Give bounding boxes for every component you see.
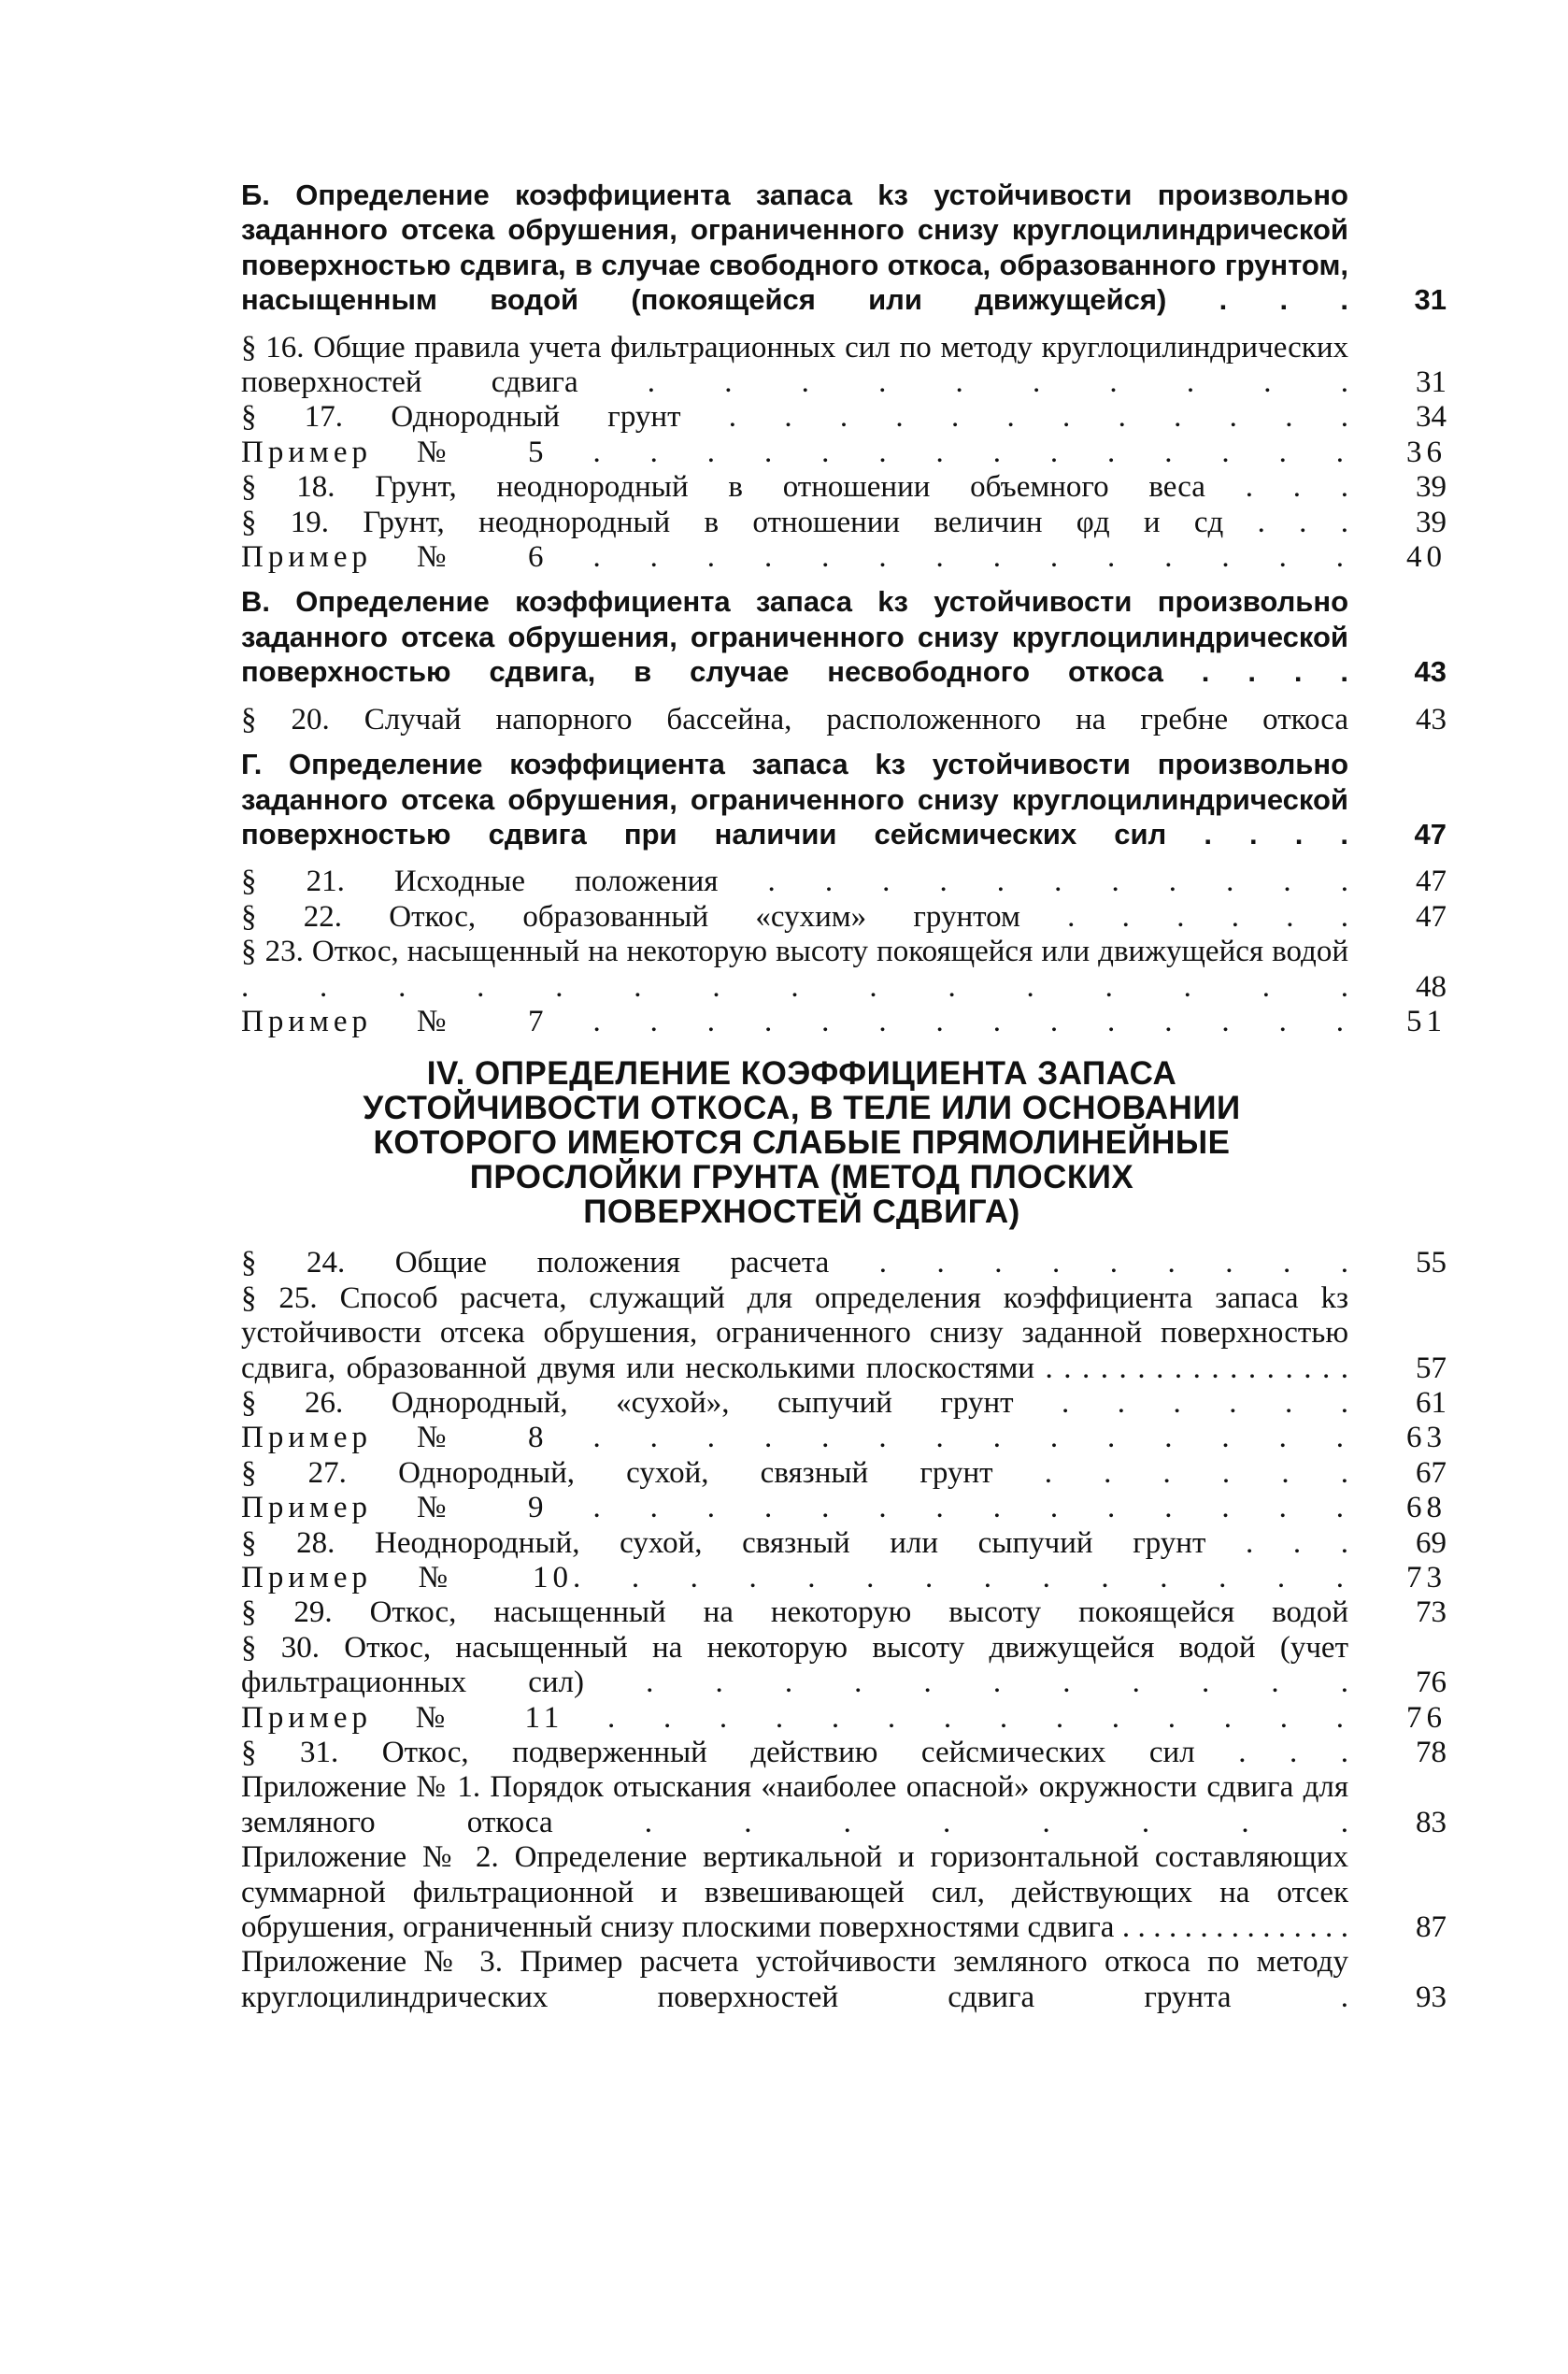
toc-entry-page: 55	[1416, 1246, 1447, 1280]
toc-entry	[241, 1005, 1447, 1039]
toc-entry	[241, 1386, 1447, 1421]
toc-entry-text: Приложение № 1. Порядок отыскания «наиболее опасной» окружности сдвига для земляного откоса . . . . . . . .	[241, 1770, 1348, 1839]
toc-entry-text: Пример № 5 . . . . . . . . . . . . . .	[241, 435, 1348, 469]
toc-entry	[241, 1840, 1447, 1945]
toc-entry-page: 87	[1416, 1910, 1447, 1945]
toc-entry-page: 76	[1406, 1700, 1447, 1735]
toc-entry-page: 34	[1416, 400, 1447, 435]
section-b-page: 31	[1414, 283, 1447, 317]
toc-entry-text: § 27. Однородный, сухой, связный грунт . . . . . .	[241, 1455, 1348, 1490]
section-b-title: Б. Определение коэффициента запаса kз устойчивости произвольно заданного отсека обрушения, ограниченного снизу круглоцилиндрической поверхностью сдвига, в случае свободного откоса, образованного грунтом, насыщенным водой (покоящейся или движущейся) . . .	[241, 179, 1348, 317]
toc-entry	[241, 1281, 1447, 1386]
toc-entry-text: § 23. Откос, насыщенный на некоторую высоту покоящейся или движущейся водой . . . . . . . . . . . . . . .	[241, 935, 1348, 1004]
toc-entry	[241, 1421, 1447, 1455]
toc-entry-page: 47	[1416, 865, 1447, 899]
toc-entry	[241, 1526, 1447, 1561]
toc-entry-text: Пример № 11 . . . . . . . . . . . . . .	[241, 1700, 1348, 1735]
toc-entry-text: Приложение № 3. Пример расчета устойчивости земляного откоса по методу круглоцилиндрических поверхностей сдвига грунта .	[241, 1945, 1348, 2014]
toc-entry	[241, 1456, 1447, 1491]
toc-entry-page: 63	[1406, 1421, 1447, 1455]
toc-entry-text: Приложение № 2. Определение вертикальной и горизонтальной составляющих суммарной фильтрационной и взвешивающей сил, действующих на отсек обрушения, ограниченный снизу плоскими поверхностями сдвига . . . . . . . . . . . . . . .	[241, 1840, 1348, 1945]
chapter-heading-line: ПОВЕРХНОСТЕЙ СДВИГА)	[583, 1194, 1020, 1231]
toc-entry-page: 73	[1406, 1561, 1447, 1595]
toc-entry	[241, 900, 1447, 935]
chapter-heading-line: КОТОРОГО ИМЕЮТСЯ СЛАБЫЕ ПРЯМОЛИНЕЙНЫЕ	[373, 1124, 1231, 1162]
toc-entry	[241, 935, 1447, 1005]
toc-entry-page: 61	[1416, 1385, 1447, 1420]
chapter-heading-line: ПРОСЛОЙКИ ГРУНТА (МЕТОД ПЛОСКИХ	[469, 1159, 1134, 1196]
toc-entry-page: 57	[1416, 1351, 1447, 1385]
toc-entry	[241, 1945, 1447, 2015]
toc-entry	[241, 436, 1447, 470]
toc-entry-text: § 21. Исходные положения . . . . . . . . . . .	[241, 865, 1348, 899]
toc-entry-page: 43	[1416, 702, 1447, 737]
toc-entry	[241, 470, 1447, 505]
table-of-contents	[241, 168, 1447, 2015]
toc-entry-page: 36	[1406, 435, 1447, 469]
toc-entry-page: 93	[1416, 1980, 1447, 2014]
toc-entry-page: 47	[1416, 899, 1447, 934]
toc-entry-page: 40	[1406, 540, 1447, 575]
chapter-heading-line: УСТОЙЧИВОСТИ ОТКОСА, В ТЕЛЕ ИЛИ ОСНОВАНИИ	[363, 1090, 1241, 1127]
toc-entry-page: 48	[1416, 969, 1447, 1004]
toc-entry	[241, 1246, 1447, 1280]
toc-entry	[241, 1631, 1447, 1701]
toc-entry	[241, 540, 1447, 575]
toc-entry-page: 83	[1416, 1805, 1447, 1839]
toc-entry-page: 67	[1416, 1455, 1447, 1490]
toc-entry-page: 68	[1406, 1491, 1447, 1525]
toc-entry-text: Пример № 6 . . . . . . . . . . . . . .	[241, 540, 1348, 575]
section-v-title: В. Определение коэффициента запаса kз устойчивости произвольно заданного отсека обрушения, ограниченного снизу круглоцилиндрической поверхностью сдвига, в случае несвободного откоса . . . .	[241, 585, 1348, 689]
toc-entry-text: § 18. Грунт, неоднородный в отношении объемного веса . . .	[241, 470, 1348, 505]
toc-entry	[241, 1561, 1447, 1595]
toc-entry-text: § 25. Способ расчета, служащий для определения коэффициента запаса kз устойчивости отсека обрушения, ограниченного снизу заданной поверхностью сдвига, образованной двумя или несколькими плоскостями . . . . . . . . . . . . . . . . .	[241, 1280, 1348, 1385]
toc-entry-text: § 22. Откос, образованный «сухим» грунтом . . . . . .	[241, 899, 1348, 934]
toc-entry-page: 31	[1416, 365, 1447, 400]
toc-entry-page: 73	[1416, 1595, 1447, 1630]
toc-entry-page: 69	[1416, 1525, 1447, 1560]
toc-entry-text: Пример № 10. . . . . . . . . . . . . .	[241, 1561, 1348, 1595]
toc-entry	[241, 1736, 1447, 1770]
toc-entry-page: 39	[1416, 505, 1447, 539]
toc-entry	[241, 865, 1447, 899]
toc-entry-page: 76	[1416, 1666, 1447, 1700]
section-g-heading	[241, 747, 1447, 851]
section-g-title: Г. Определение коэффициента запаса kз устойчивости произвольно заданного отсека обрушения, ограниченного снизу круглоцилиндрической поверхностью сдвига при наличии сейсмических сил . . . .	[241, 748, 1348, 851]
toc-entry-text: § 31. Откос, подверженный действию сейсмических сил . . .	[241, 1736, 1348, 1770]
toc-entry-text: Пример № 8 . . . . . . . . . . . . . .	[241, 1421, 1348, 1455]
section-b-heading	[241, 178, 1447, 318]
toc-entry-text: § 16. Общие правила учета фильтрационных сил по методу круглоцилиндрических поверхностей сдвига . . . . . . . . . .	[241, 330, 1348, 400]
toc-entry	[241, 1491, 1447, 1525]
toc-entry	[241, 1770, 1447, 1840]
toc-entry-text: § 24. Общие положения расчета . . . . . . . . .	[241, 1246, 1348, 1280]
toc-entry-text: § 17. Однородный грунт . . . . . . . . . . . .	[241, 400, 1348, 435]
toc-entry-text: § 19. Грунт, неоднородный в отношении величин φд и сд . . .	[241, 505, 1348, 539]
toc-entry	[241, 1595, 1447, 1630]
toc-entry	[241, 703, 1447, 737]
toc-entry	[241, 506, 1447, 540]
toc-entry-page: 78	[1416, 1736, 1447, 1770]
toc-entry-text: § 30. Откос, насыщенный на некоторую высоту движущейся водой (учет фильтрационных сил) . . . . . . . . . . .	[241, 1630, 1348, 1700]
section-v-heading	[241, 584, 1447, 689]
toc-entry-text: § 20. Случай напорного бассейна, расположенного на гребне откоса	[241, 702, 1348, 737]
toc-entry-text: Пример № 7 . . . . . . . . . . . . . .	[241, 1004, 1348, 1038]
chapter-heading-line: IV. ОПРЕДЕЛЕНИЕ КОЭФФИЦИЕНТА ЗАПАСА	[426, 1055, 1177, 1093]
toc-entry-page: 39	[1416, 470, 1447, 505]
toc-entry	[241, 400, 1447, 435]
toc-entry-text: § 26. Однородный, «сухой», сыпучий грунт . . . . . .	[241, 1385, 1348, 1420]
toc-entry-text: § 29. Откос, насыщенный на некоторую высоту покоящейся водой	[241, 1595, 1348, 1630]
toc-entry	[241, 331, 1447, 401]
section-g-page: 47	[1414, 817, 1447, 851]
toc-entry	[241, 1701, 1447, 1736]
section-v-page: 43	[1414, 655, 1447, 689]
toc-entry-text: Пример № 9 . . . . . . . . . . . . . .	[241, 1491, 1348, 1525]
chapter-heading	[241, 1056, 1362, 1229]
toc-entry-text: § 28. Неоднородный, сухой, связный или сыпучий грунт . . .	[241, 1525, 1348, 1560]
toc-entry-page: 51	[1406, 1004, 1447, 1038]
